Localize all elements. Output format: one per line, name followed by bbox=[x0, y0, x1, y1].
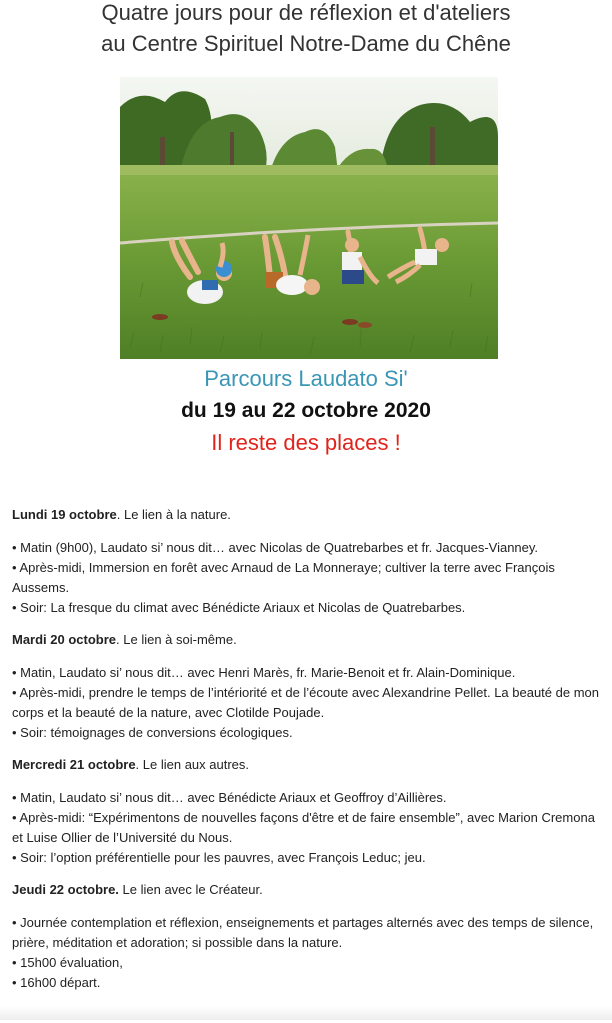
day-date: Mardi 20 octobre bbox=[12, 632, 117, 647]
bottom-fade bbox=[0, 1006, 612, 1020]
list-item: • Soir: témoignages de conversions écologiques. bbox=[12, 725, 293, 740]
list-item: • 16h00 départ. bbox=[12, 975, 101, 990]
day-theme: . Le lien à la nature. bbox=[116, 507, 231, 522]
day-heading bbox=[12, 755, 604, 775]
list-item: • Matin (9h00), Laudato si’ nous dit… avec Nicolas de Quatrebarbes et fr. Jacques-Vianney. bbox=[12, 540, 539, 555]
event-title-block bbox=[0, 363, 612, 460]
day-items bbox=[12, 788, 604, 868]
day-heading bbox=[12, 505, 604, 525]
program-schedule bbox=[12, 505, 604, 1005]
day-section bbox=[12, 880, 604, 993]
list-item: • Après-midi, prendre le temps de l’intériorité et de l’écoute avec Alexandrine Pellet. La beauté de mon corps et la beauté de la nature, avec Clotilde Poujade. bbox=[12, 685, 599, 720]
children-hanging-on-rope-image bbox=[120, 77, 498, 359]
list-item: • Soir: l’option préférentielle pour les pauvres, avec François Leduc; jeu. bbox=[12, 850, 426, 865]
day-items bbox=[12, 913, 604, 993]
list-item: • 15h00 évaluation, bbox=[12, 955, 123, 970]
event-dates: du 19 au 22 octobre 2020 bbox=[181, 399, 431, 422]
header-line-1: Quatre jours pour de réflexion et d'ateliers bbox=[101, 0, 511, 25]
day-theme: . Le lien aux autres. bbox=[135, 757, 250, 772]
day-section bbox=[12, 505, 604, 618]
list-item: • Matin, Laudato si’ nous dit… avec Bénédicte Ariaux et Geoffroy d’Aillières. bbox=[12, 790, 447, 805]
list-item: • Journée contemplation et réflexion, enseignements et partages alternés avec des temps de silence, prière, méditation et adoration; si possible dans la nature. bbox=[12, 915, 594, 950]
day-items bbox=[12, 663, 604, 743]
day-date: Lundi 19 octobre bbox=[12, 507, 117, 522]
day-theme: Le lien avec le Créateur. bbox=[118, 882, 263, 897]
event-photo bbox=[120, 77, 498, 359]
day-section bbox=[12, 755, 604, 868]
list-item: • Matin, Laudato si’ nous dit… avec Henri Marès, fr. Marie-Benoit et fr. Alain-Dominique. bbox=[12, 665, 516, 680]
day-date: Jeudi 22 octobre. bbox=[12, 882, 119, 897]
day-section bbox=[12, 630, 604, 743]
event-name: Parcours Laudato Si' bbox=[204, 366, 408, 391]
availability-notice: Il reste des places ! bbox=[211, 430, 401, 455]
list-item: • Soir: La fresque du climat avec Bénédicte Ariaux et Nicolas de Quatrebarbes. bbox=[12, 600, 466, 615]
day-items bbox=[12, 538, 604, 618]
header-line-2: au Centre Spirituel Notre-Dame du Chêne bbox=[101, 31, 511, 56]
day-heading bbox=[12, 630, 604, 650]
day-date: Mercredi 21 octobre bbox=[12, 757, 136, 772]
day-theme: . Le lien à soi-même. bbox=[116, 632, 237, 647]
day-heading bbox=[12, 880, 604, 900]
page-header bbox=[0, 0, 612, 59]
list-item: • Après-midi, Immersion en forêt avec Arnaud de La Monneraye; cultiver la terre avec François Aussems. bbox=[12, 560, 555, 595]
list-item: • Après-midi: “Expérimentons de nouvelles façons d'être et de faire ensemble”, avec Marion Cremona et Luise Ollier de l’Université du Nous. bbox=[12, 810, 595, 845]
